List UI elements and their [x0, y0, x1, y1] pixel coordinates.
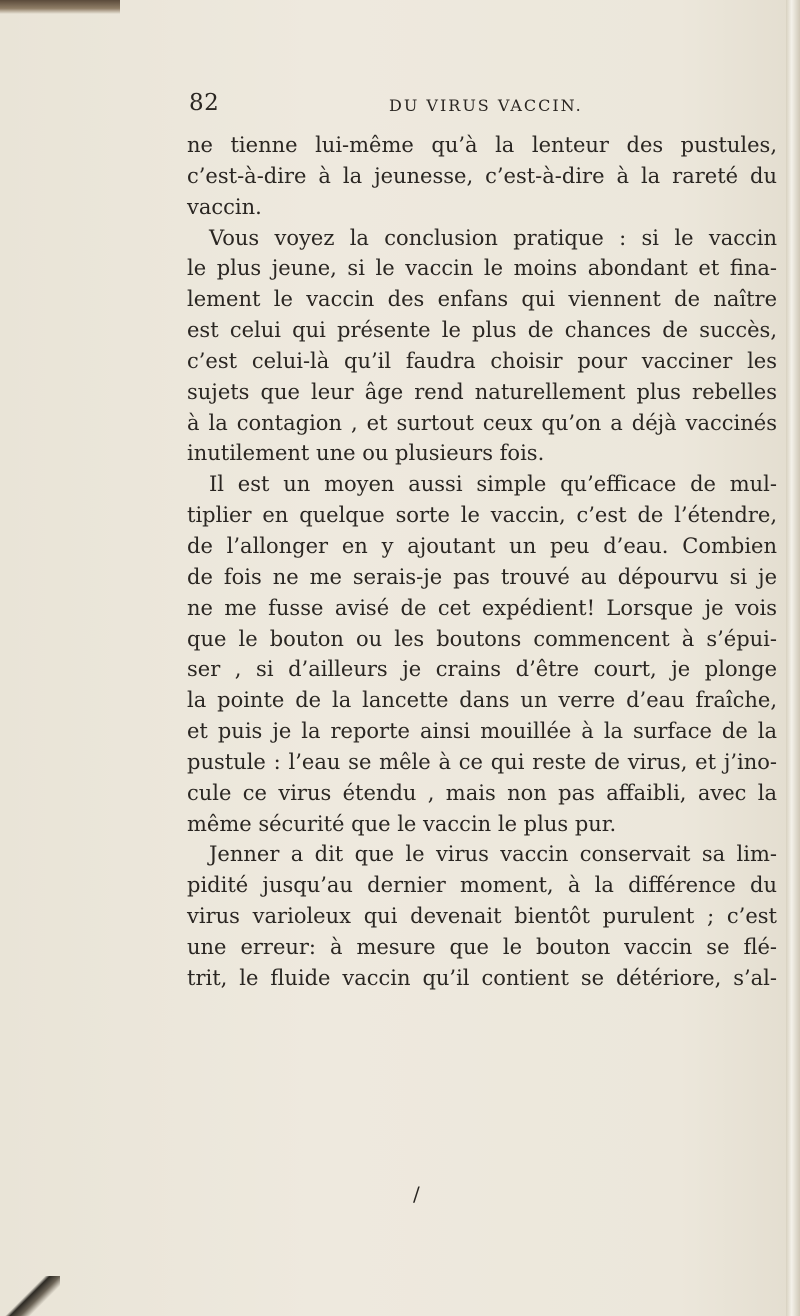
- text-line: pustule : l’eau se mêle à ce qui reste de virus, et j’ino-: [187, 749, 777, 774]
- text-line: ser , si d’ailleurs je crains d’être court, je plonge: [187, 657, 777, 682]
- text-line: cule ce virus étendu , mais non pas affaibli, avec la: [187, 780, 777, 805]
- page-number: 82: [189, 90, 220, 116]
- text-line: la pointe de la lancette dans un verre d’eau fraîche,: [187, 688, 777, 713]
- text-line: virus varioleux qui devenait bientôt purulent ; c’est: [187, 904, 777, 929]
- text-line: vaccin.: [187, 194, 262, 219]
- text-line: le plus jeune, si le vaccin le moins abondant et fina-: [187, 256, 777, 281]
- text-line: trit, le fluide vaccin qu’il contient se détériore, s’al-: [187, 965, 777, 990]
- text-line: à la contagion , et surtout ceux qu’on a déjà vaccinés: [187, 410, 777, 435]
- text-line: une erreur: à mesure que le bouton vaccin se flé-: [187, 934, 777, 959]
- page-corner-shadow: [0, 0, 120, 14]
- stray-mark: /: [413, 1182, 420, 1206]
- running-head: DU VIRUS VACCIN.: [389, 96, 583, 115]
- text-line: ne me fusse avisé de cet expédient! Lorsque je vois: [187, 595, 777, 620]
- text-line: c’est celui-là qu’il faudra choisir pour vacciner les: [187, 348, 777, 373]
- page-fold-shadow: [0, 1276, 60, 1316]
- text-line: et puis je la reporte ainsi mouillée à la surface de la: [187, 719, 777, 744]
- text-line: inutilement une ou plusieurs fois.: [187, 441, 545, 466]
- page-header: [189, 90, 729, 120]
- text-line: tiplier en quelque sorte le vaccin, c’est de l’étendre,: [187, 503, 777, 528]
- text-line: de l’allonger en y ajoutant un peu d’eau. Combien: [187, 533, 777, 558]
- page-edge: [786, 0, 800, 1316]
- text-line: Il est un moyen aussi simple qu’efficace de mul-: [209, 472, 777, 497]
- text-line: de fois ne me serais-je pas trouvé au dépourvu si je: [187, 564, 777, 589]
- body-text: [187, 130, 777, 994]
- text-line: lement le vaccin des enfans qui viennent de naître: [187, 287, 777, 312]
- text-line: Jenner a dit que le virus vaccin conservait sa lim-: [209, 842, 777, 867]
- text-line: que le bouton ou les boutons commencent à s’épui-: [187, 626, 777, 651]
- text-line: c’est-à-dire à la jeunesse, c’est-à-dire à la rareté du: [187, 163, 777, 188]
- text-line: même sécurité que le vaccin le plus pur.: [187, 811, 617, 836]
- text-line: sujets que leur âge rend naturellement plus rebelles: [187, 379, 777, 404]
- text-line: pidité jusqu’au dernier moment, à la différence du: [187, 873, 777, 898]
- text-line: est celui qui présente le plus de chances de succès,: [187, 318, 777, 343]
- text-line: Vous voyez la conclusion pratique : si le vaccin: [209, 225, 777, 250]
- text-line: ne tienne lui-même qu’à la lenteur des pustules,: [187, 133, 777, 157]
